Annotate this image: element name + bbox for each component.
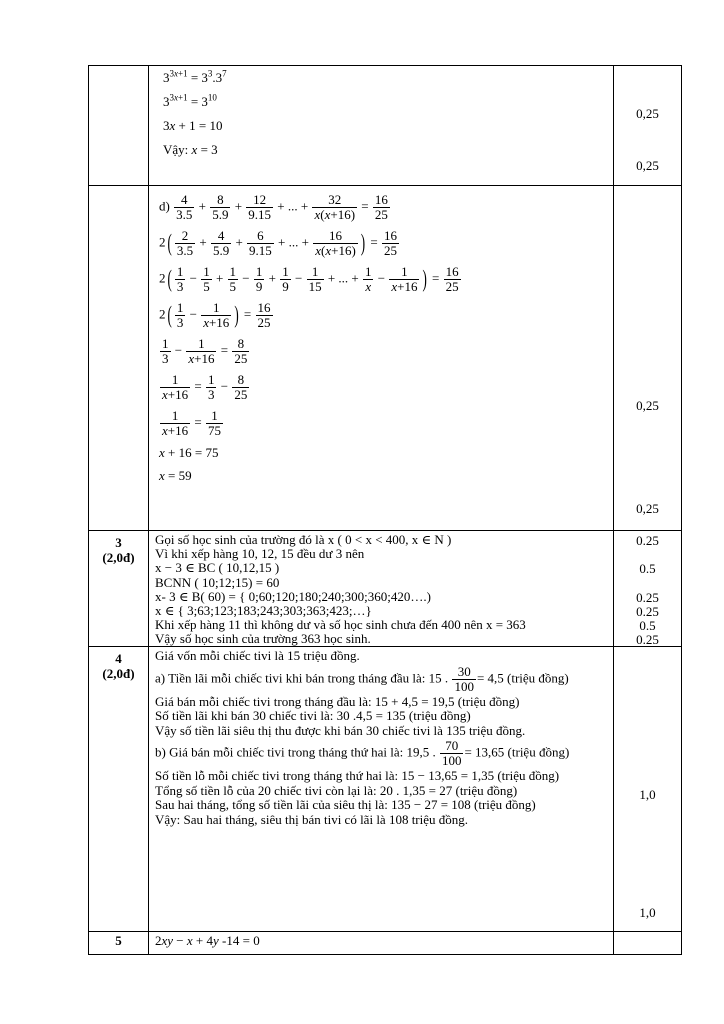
points-cell [613,531,681,646]
points-cell [613,647,681,931]
solution-line: b) Giá bán mỗi chiếc tivi trong tháng thứ hai là: 19,5 . $\frac{70}{100}$ = 13,65 (triệu đồng) [155,738,570,769]
solution-cell [149,932,613,954]
points-value: 1,0 [639,905,656,920]
question-number: 5 [115,933,122,948]
solution-line: x − 3 ∈ BC ( 10,12,15 ) [155,560,280,576]
solution-line: BCNN ( 10;12;15) = 60 [155,574,280,590]
table-row [89,186,681,531]
solution-line: Vì khi xếp hàng 10, 12, 15 đều dư 3 nên [155,546,365,562]
equation-line: $\frac{1}{x+16}$ = $\frac{1}{75}$ [162,408,221,439]
question-number: 4 [115,651,122,666]
equation-line: $\frac{1}{x+16}$ = $\frac{1}{3}$ − $\frac{8}{25}$ [162,372,248,403]
question-number-cell [89,932,149,954]
points-value: 0,25 [636,158,659,173]
solution-line: a) Tiền lãi mỗi chiếc tivi khi bán trong tháng đầu là: 15 . $\frac{30}{100}$ = 4,5 (triệu đồng) [155,663,569,694]
equation-line: 2 ( $\frac{1}{3}$ − $\frac{1}{5}$ + $\frac{1}{5}$ − $\frac{1}{9}$ + $\frac{1}{9}$ − $\frac{1}{15}$ + ... + $\frac{1}{x}$ − $\frac{1}{x+16}$ ) = $\frac{16}{25}$ [159,263,459,295]
equation-line: 2 ( $\frac{2}{3.5}$ + $\frac{4}{5.9}$ + $\frac{6}{9.15}$ + ... + $\frac{16}{x(x+16)}$ ) = $\frac{16}{25}$ [159,227,397,259]
question-score: (2,0đ) [102,549,135,565]
table-row [89,531,681,647]
points-cell [613,186,681,530]
solution-line: Vậy: Sau hai tháng, siêu thị bán tivi có lãi là 108 triệu đồng. [155,811,469,827]
solution-line: x- 3 ∈ B( 60) = { 0;60;120;180;240;300;360;420….) [155,588,431,604]
points-cell [613,66,681,185]
table-row [89,647,681,932]
points-value: 0,25 [636,501,659,516]
solution-line: Giá bán mỗi chiếc tivi trong tháng đầu là: 15 + 4,5 = 19,5 (triệu đồng) [155,693,520,709]
question-score: (2,0đ) [102,665,135,681]
solution-line: Sau hai tháng, tổng số tiền lãi của siêu thị là: 135 − 27 = 108 (triệu đồng) [155,797,536,813]
equation-line: $3^{3x+1} = 3^3.3^7$ [163,68,227,85]
solution-line: Số tiền lỗ mỗi chiếc tivi trong tháng thứ hai là: 15 − 13,65 = 1,35 (triệu đồng) [155,768,560,784]
equation-line: $3^{3x+1} = 3^{10}$ [163,92,217,109]
equation-line: 3x + 1 = 10 [163,118,223,133]
equation-line: x + 16 = 75 [159,445,219,461]
table-row [89,66,681,186]
question-number-cell [89,531,149,646]
points-value: 1,0 [639,787,656,802]
question-number-cell [89,66,149,185]
equation-line: 2xy − x + 4y -14 = 0 [155,933,260,948]
solution-line: Tổng số tiền lỗ của 20 chiếc tivi còn lại là: 20 . 1,35 = 27 (triệu đồng) [155,782,518,798]
table-row [89,932,681,954]
solution-line: Vậy số học sinh của trường 363 học sinh. [155,631,371,646]
equation-line: d) $\frac{4}{3.5}$ + $\frac{8}{5.9}$ + $\frac{12}{9.15}$ + ... + $\frac{32}{x(x+16)}$ = $\frac{16}{25}$ [159,192,388,223]
points-value: 0.5 [639,561,656,576]
solution-cell [149,531,613,646]
points-value: 0,25 [636,398,659,413]
points-value: 0.25 [636,604,659,619]
solution-line: Giá vốn mỗi chiếc tivi là 15 triệu đồng. [155,648,360,663]
solution-cell [149,186,613,530]
question-number-cell [89,647,149,931]
answer-key-table [88,65,682,955]
points-value: 0.5 [639,618,656,633]
points-value: 0.25 [636,590,659,605]
points-cell [613,932,681,954]
solution-cell [149,66,613,185]
solution-line: Gọi số học sinh của trường đó là x ( 0 < x < 400, x ∈ N ) [155,532,452,547]
solution-cell [149,647,613,931]
equation-line: Vậy: x = 3 [163,142,218,157]
points-value: 0.25 [636,533,659,548]
solution-line: x ∈ { 3;63;123;183;243;303;363;423;…} [155,603,372,619]
question-number-cell [89,186,149,530]
solution-line: Số tiền lãi khi bán 30 chiếc tivi là: 30 .4,5 = 135 (triệu đồng) [155,708,471,724]
points-value: 0.25 [636,632,659,647]
question-number: 3 [115,535,122,550]
points-value: 0,25 [636,106,659,121]
equation-line: $\frac{1}{3}$ − $\frac{1}{x+16}$ = $\frac{8}{25}$ [162,336,248,367]
equation-line: 2 ( $\frac{1}{3}$ − $\frac{1}{x+16}$ ) = $\frac{16}{25}$ [159,299,271,331]
solution-line: Vậy số tiền lãi siêu thị thu được khi bán 30 chiếc tivi là 135 triệu đồng. [155,722,526,738]
solution-line: Khi xếp hàng 11 thì không dư và số học sinh chưa đến 400 nên x = 363 [155,617,526,633]
equation-line: x = 59 [159,468,192,484]
